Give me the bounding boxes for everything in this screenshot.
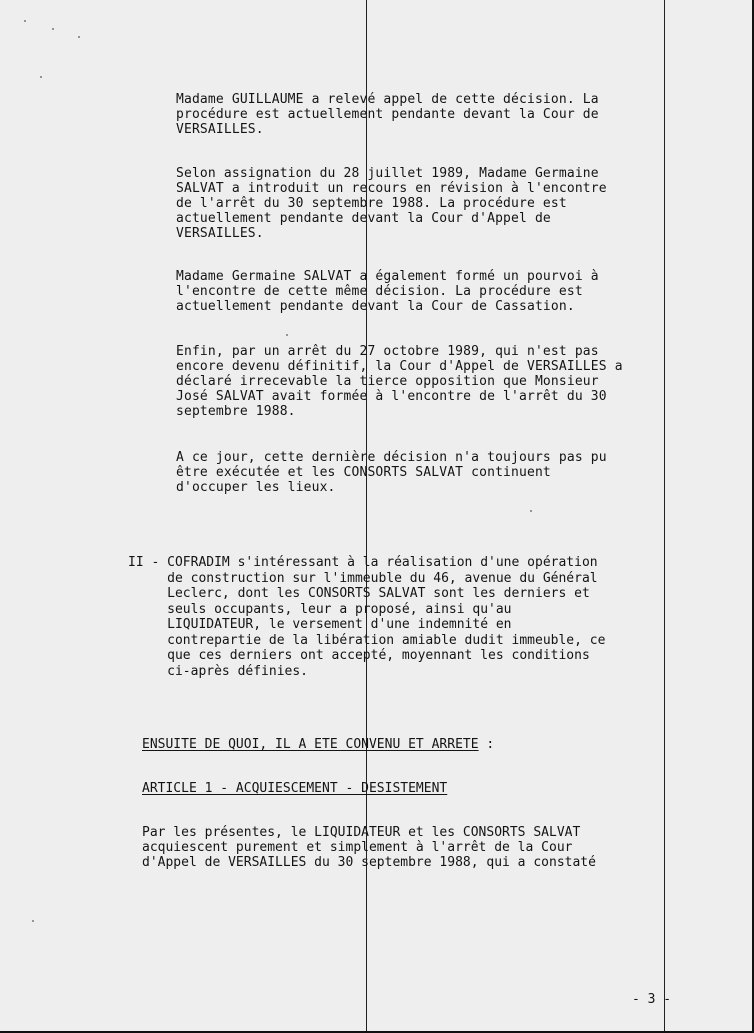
- fold-line: [664, 0, 665, 1031]
- paragraph-pourvoi: Madame Germaine SALVAT a également formé un pourvoi à l'encontre de cette même décision. La procédure est actuellement pendante devant la Cour de Cassation.: [176, 269, 599, 314]
- section-heading: [142, 737, 494, 752]
- page-number: - 3 -: [632, 992, 672, 1007]
- paragraph-assignation: Selon assignation du 28 juillet 1989, Madame Germaine SALVAT a introduit un recours en révision à l'encontre de l'arrêt du 30 septembre 1988. La procédure est actuellement pendante devant la Cour d'Appel de VERSAILLES.: [176, 166, 607, 241]
- scan-speck: [530, 510, 532, 512]
- fold-line: [366, 0, 367, 1031]
- scan-speck: [32, 920, 34, 922]
- article-title: ARTICLE 1 - ACQUIESCEMENT - DESISTEMENT: [142, 781, 448, 796]
- section-ii: II - COFRADIM s'intéressant à la réalisation d'une opération de construction sur l'immeuble du 46, avenue du Général Leclerc, dont les CONSORTS SALVAT sont les derniers et seuls occupants, leur a proposé, ainsi qu'au LIQUIDATEUR, le versement d'une indemnité en contrepartie de la libération amiable dudit immeuble, ce que ces derniers ont accepté, moyennant les conditions ci-après définies.: [128, 555, 606, 679]
- scan-speck: [52, 28, 54, 30]
- heading-text: ENSUITE DE QUOI, IL A ETE CONVENU ET ARRETE: [142, 737, 479, 752]
- scan-speck: [286, 334, 288, 336]
- scan-speck: [78, 36, 80, 38]
- paragraph-execution: A ce jour, cette dernière décision n'a toujours pas pu être exécutée et les CONSORTS SALVAT continuent d'occuper les lieux.: [176, 450, 607, 495]
- article-text: Par les présentes, le LIQUIDATEUR et les CONSORTS SALVAT acquiescent purement et simplement à l'arrêt de la Cour d'Appel de VERSAILLES du 30 septembre 1988, qui a constaté: [142, 825, 596, 870]
- paragraph-appel: Madame GUILLAUME a relevé appel de cette décision. La procédure est actuellement pendante devant la Cour de VERSAILLES.: [176, 92, 599, 137]
- paragraph-arret: Enfin, par un arrêt du 27 octobre 1989, qui n'est pas encore devenu définitif, la Cour d'Appel de VERSAILLES a déclaré irrecevable la tierce opposition que Monsieur José SALVAT avait formée à l'encontre de l'arrêt du 30 septembre 1988.: [176, 344, 623, 419]
- scan-speck: [40, 76, 42, 78]
- heading-colon: :: [478, 737, 495, 752]
- scan-speck: [24, 20, 26, 22]
